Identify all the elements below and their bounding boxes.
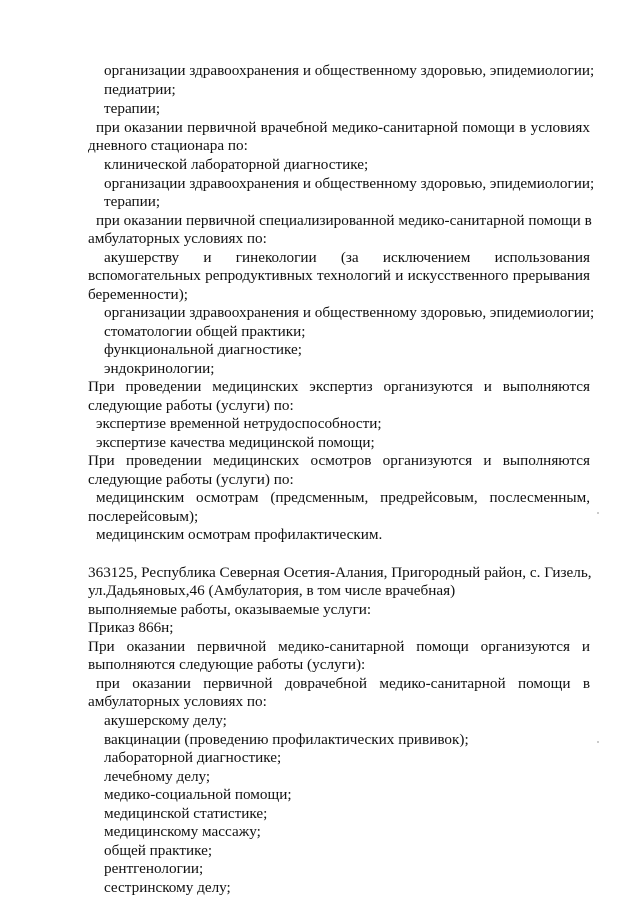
order-number: Приказ 866н; — [88, 619, 174, 636]
list-line: эндокринологии; — [104, 360, 215, 377]
address-line: ул.Дадьяновых,46 (Амбулатория, в том числе врачебная) — [88, 582, 456, 599]
list-line: акушерству и гинекологии (за исключением использования — [104, 249, 590, 266]
paragraph-line: следующие работы (услуги) по: — [88, 397, 294, 414]
list-line: стоматологии общей практики; — [104, 323, 306, 340]
section-heading-line: амбулаторных условиях по: — [88, 230, 267, 247]
section-heading-line: дневного стационара по: — [88, 137, 248, 154]
list-line: педиатрии; — [104, 81, 176, 98]
paragraph-line: следующие работы (услуги) по: — [88, 471, 294, 488]
list-line: вакцинации (проведению профилактических прививок); — [104, 731, 469, 748]
list-line: экспертизе качества медицинской помощи; — [96, 434, 375, 451]
list-line: организации здравоохранения и общественному здоровью, эпидемиологии; — [104, 62, 595, 79]
section-heading-line: при оказании первичной доврачебной медико-санитарной помощи в — [96, 675, 590, 692]
section-heading-line: амбулаторных условиях по: — [88, 693, 267, 710]
section-heading-line: при оказании первичной врачебной медико-санитарной помощи в условиях — [96, 119, 590, 136]
scan-speck — [597, 741, 599, 743]
list-line: вспомогательных репродуктивных технологий и искусственного прерывания — [88, 267, 590, 284]
scan-speck — [597, 512, 599, 514]
paragraph-line: При оказании первичной медико-санитарной помощи организуются и — [88, 638, 590, 655]
list-line: послерейсовым); — [88, 508, 199, 525]
list-line: медицинским осмотрам (предсменным, предрейсовым, послесменным, — [96, 489, 590, 506]
paragraph-line: выполняются следующие работы (услуги): — [88, 656, 366, 673]
paragraph-line: При проведении медицинских осмотров организуются и выполняются — [88, 452, 590, 469]
address-line: 363125, Республика Северная Осетия-Алания, Пригородный район, с. Гизель, — [88, 564, 592, 581]
paragraph-line: выполняемые работы, оказываемые услуги: — [88, 601, 372, 618]
list-line: терапии; — [104, 193, 161, 210]
list-line: клинической лабораторной диагностике; — [104, 156, 369, 173]
list-line: медицинскому массажу; — [104, 823, 261, 840]
paragraph-line: При проведении медицинских экспертиз организуются и выполняются — [88, 378, 590, 395]
list-line: функциональной диагностике; — [104, 341, 302, 358]
section-heading-line: при оказании первичной специализированной медико-санитарной помощи в — [96, 212, 592, 229]
list-line: терапии; — [104, 100, 161, 117]
list-line: общей практике; — [104, 842, 213, 859]
list-line: организации здравоохранения и общественному здоровью, эпидемиологии; — [104, 304, 595, 321]
list-line: экспертизе временной нетрудоспособности; — [96, 415, 382, 432]
list-line: лечебному делу; — [104, 768, 211, 785]
list-line: рентгенологии; — [104, 860, 204, 877]
list-line: медико-социальной помощи; — [104, 786, 292, 803]
list-line: медицинской статистике; — [104, 805, 268, 822]
list-line: акушерскому делу; — [104, 712, 227, 729]
list-line: лабораторной диагностике; — [104, 749, 282, 766]
list-line: организации здравоохранения и общественному здоровью, эпидемиологии; — [104, 175, 595, 192]
list-line: беременности); — [88, 286, 188, 303]
list-line: сестринскому делу; — [104, 879, 231, 896]
list-line: медицинским осмотрам профилактическим. — [96, 526, 383, 543]
